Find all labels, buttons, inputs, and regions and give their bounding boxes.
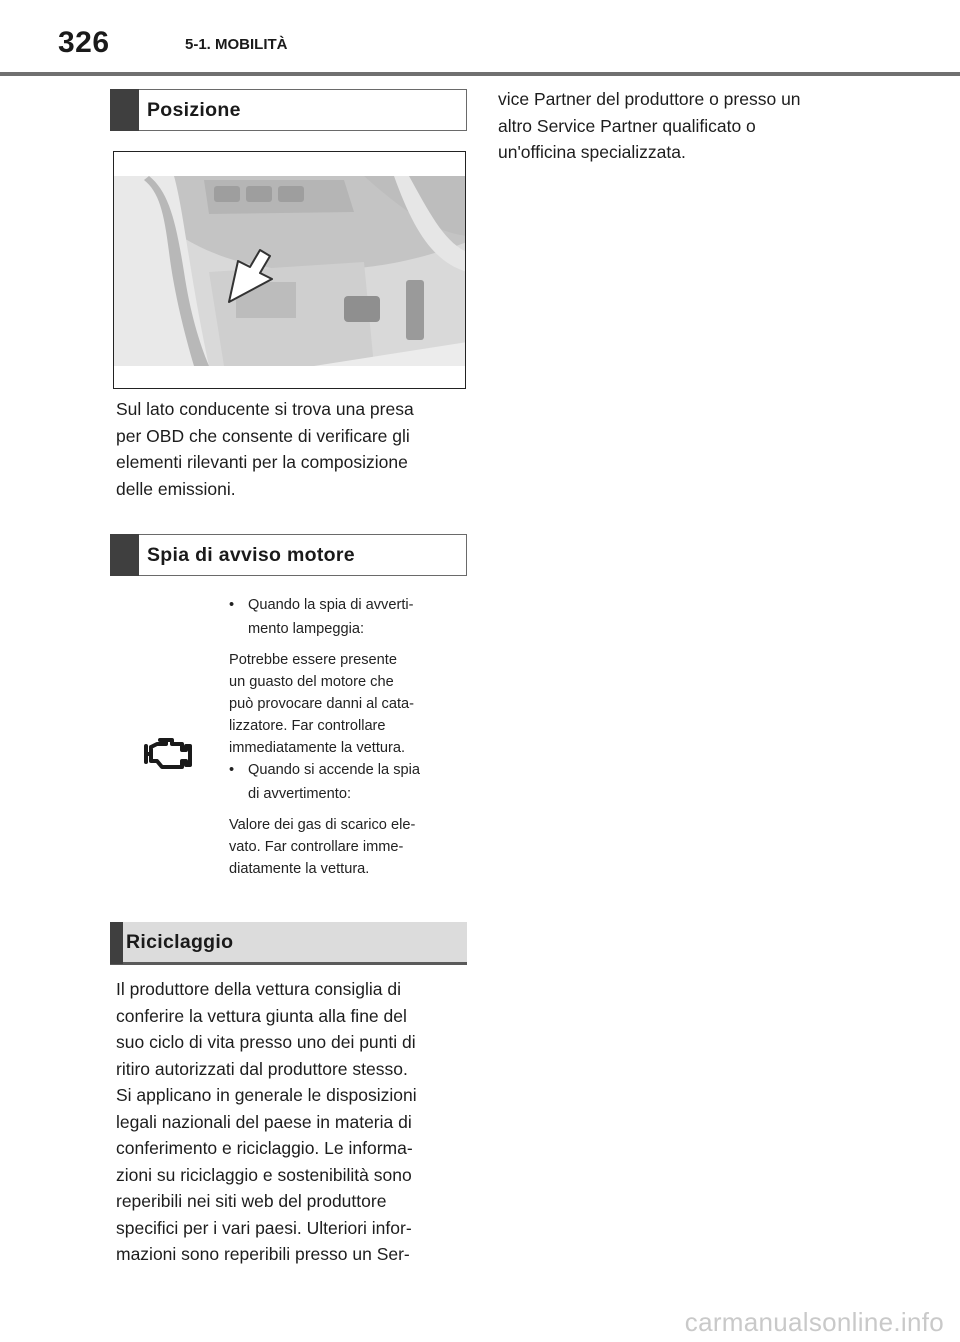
car-interior-illustration [114,152,466,389]
text-line: suo ciclo di vita presso uno dei punti di [116,1032,416,1052]
warning-list [229,594,463,880]
text-line: zioni su riciclaggio e sostenibilità sono [116,1164,412,1185]
heading-marker [110,89,139,131]
page-number: 326 [58,26,110,59]
heading-posizione-text: Posizione [147,98,241,121]
item-description: Valore dei gas di scarico ele- vato. Far controllare imme- diatamente la vettura. [229,817,416,877]
heading-spia-avviso-text: Spia di avviso motore [147,543,355,566]
text-line: Si applicano in generale le disposizioni [116,1085,417,1105]
obd-location-figure [113,151,466,389]
heading-marker [110,534,139,576]
text-line: conferimento e riciclaggio. Le informa- [116,1138,413,1158]
recycling-paragraph-continued [498,86,858,166]
engine-warning-icon [143,736,193,770]
text-line: ritiro autorizzati dal produttore stesso. [116,1058,408,1079]
text-line: vice Partner del produttore o presso un [498,89,801,109]
list-item: • Quando la spia di avverti- mento lampeggia: [229,597,414,637]
text-line: elementi rilevanti per la composizione [116,452,408,472]
item-description: Potrebbe essere presente un guasto del motore che può provocare danni al cata- lizzatore. Far controllare immediatamente la vettura. [229,652,414,756]
watermark: carmanualsonline.info [684,1307,944,1337]
section-label: 5-1. MOBILITÀ [185,36,288,53]
heading-posizione [110,89,467,131]
text-line: Il produttore della vettura consiglia di [116,979,402,999]
position-paragraph [116,396,466,502]
recycling-paragraph [116,976,466,1268]
heading-spia-avviso [110,534,467,576]
text-line: reperibili nei siti web del produttore [116,1191,387,1211]
heading-riciclaggio-text: Riciclaggio [126,930,234,953]
text-line: conferire la vettura giunta alla fine del [116,1005,407,1026]
text-line: mazioni sono reperibili presso un Ser- [116,1244,410,1264]
header-divider [0,72,960,76]
text-line: per OBD che consente di verificare gli [116,425,410,446]
text-line: Sul lato conducente si trova una presa [116,399,414,419]
heading-marker [110,922,123,964]
list-item: • Quando si accende la spia di avvertimento: [229,762,420,802]
text-line: delle emissioni. [116,478,236,499]
heading-riciclaggio [110,922,467,965]
text-line: un'officina specializzata. [498,142,686,162]
text-line: legali nazionali del paese in materia di [116,1111,412,1132]
text-line: specifici per i vari paesi. Ulteriori infor- [116,1217,412,1238]
text-line: altro Service Partner qualificato o [498,115,756,136]
